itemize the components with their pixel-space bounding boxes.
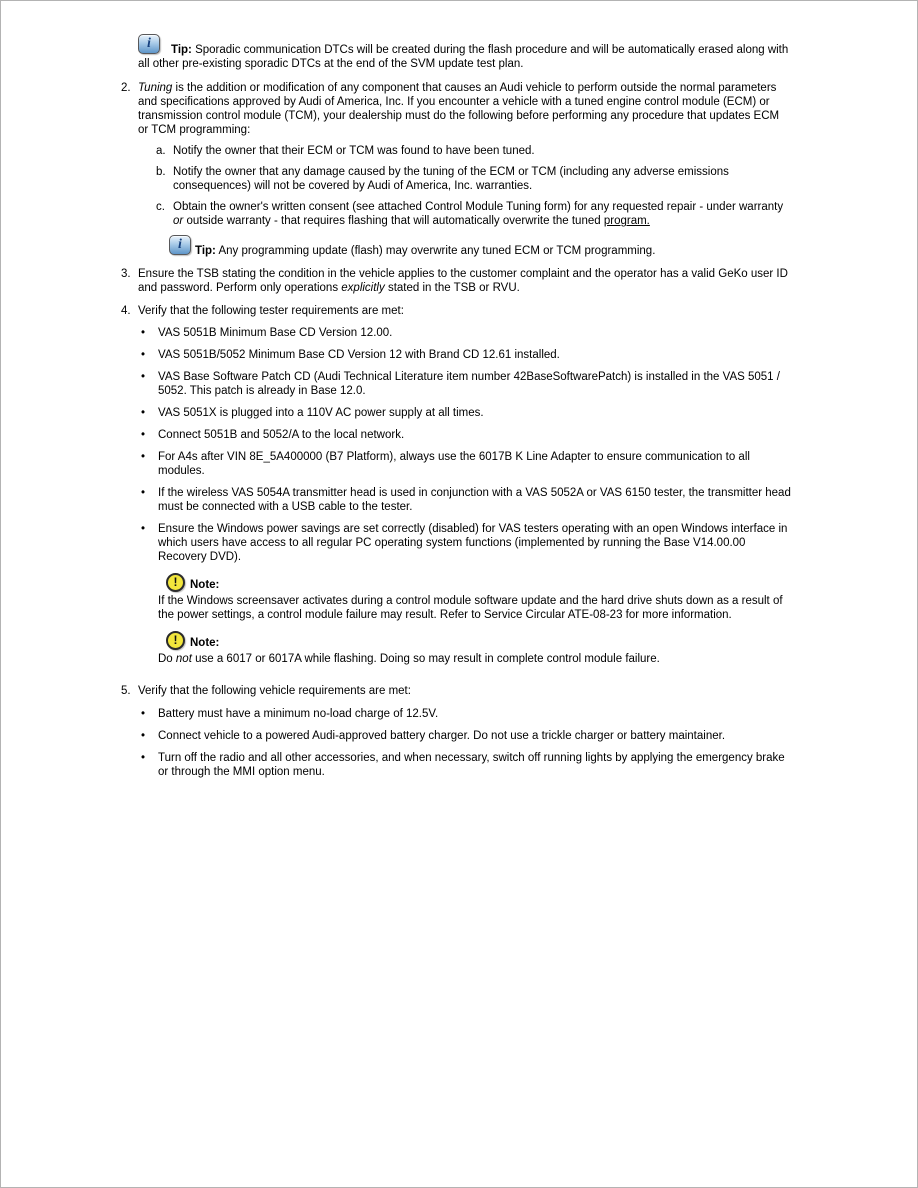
sub-letter: a. xyxy=(156,145,166,158)
tip-text xyxy=(138,43,791,71)
sub-item-a xyxy=(156,144,791,158)
bullet-text: VAS 5051B/5052 Minimum Base CD Version 12 with Brand CD 12.61 installed. xyxy=(158,349,560,362)
note-block-2 xyxy=(158,631,791,666)
sub-c-italic: or xyxy=(173,215,184,228)
bullet-marker xyxy=(141,428,158,442)
item-text: Verify that the following vehicle requirements are met: xyxy=(138,685,411,698)
bullet-marker xyxy=(141,348,158,362)
list-item-4 xyxy=(121,304,791,675)
bullet-item xyxy=(141,428,791,442)
bullet-item xyxy=(141,450,791,478)
bullet-marker xyxy=(141,729,158,743)
bullet-marker xyxy=(141,522,158,564)
bullet-marker xyxy=(141,707,158,721)
tip-body: Sporadic communication DTCs will be created during the flash procedure and will be automatically erased along with all other pre-existing sporadic DTCs at the end of the SVM update test plan. xyxy=(138,44,789,71)
warning-icon: ! xyxy=(166,631,185,650)
info-icon: i xyxy=(169,235,191,255)
bullet-item xyxy=(141,370,791,398)
sub-letter: b. xyxy=(156,166,166,179)
tip-body: Any programming update (flash) may overwrite any tuned ECM or TCM programming. xyxy=(218,245,656,258)
bullet-marker xyxy=(141,450,158,478)
sub-c-text-1: Obtain the owner's written consent (see attached Control Module Tuning form) for any requested repair - under warranty xyxy=(173,201,784,214)
bullet-marker xyxy=(141,406,158,420)
note2-text-2: use a 6017 or 6017A while flashing. Doing so may result in complete control module failure. xyxy=(195,653,660,666)
sub-item-c xyxy=(156,200,791,228)
item3-text-2: stated in the TSB or RVU. xyxy=(387,282,520,295)
bullet-text: Connect 5051B and 5052/A to the local network. xyxy=(158,429,405,442)
tip-block-top xyxy=(138,34,791,71)
tip-block-inline xyxy=(169,235,791,258)
bullet-item xyxy=(141,707,791,721)
item-text xyxy=(138,81,791,137)
item-content xyxy=(138,304,791,675)
item-number: 3. xyxy=(121,268,131,281)
bullet-marker xyxy=(141,751,158,779)
tip-label: Tip: xyxy=(171,44,192,56)
note-label: Note: xyxy=(190,579,220,592)
item3-italic: explicitly xyxy=(341,282,385,295)
note2-text-1: Do xyxy=(158,653,173,666)
bullet-marker xyxy=(141,370,158,398)
sub-text: Notify the owner that their ECM or TCM was found to have been tuned. xyxy=(173,145,535,158)
sub-text: Notify the owner that any damage caused by the tuning of the ECM or TCM (including any adverse emissions consequences) will not be covered by Audi of America, Inc. warranties. xyxy=(173,166,729,193)
item-text: Verify that the following tester requirements are met: xyxy=(138,305,404,318)
note-label: Note: xyxy=(190,637,220,650)
tip-text xyxy=(169,244,791,258)
item2-body: is the addition or modification of any component that causes an Audi vehicle to perform outside the normal parameters and specifications approved by Audi of America, Inc. If you encounter a vehicle with a tuned engine control module (ECM) or transmission control module (TCM), your dealership must do the following before performing any procedure that updates ECM or TCM programming: xyxy=(138,82,780,137)
bullet-text: Battery must have a minimum no-load charge of 12.5V. xyxy=(158,707,439,720)
bullet-text: For A4s after VIN 8E_5A400000 (B7 Platform), always use the 6017B K Line Adapter to ensure communication to all modules. xyxy=(158,451,750,478)
item-content xyxy=(138,81,791,258)
list-item-2 xyxy=(121,81,791,258)
item3-text-1: Ensure the TSB stating the condition in the vehicle applies to the customer complaint and the operator has a valid GeKo user ID and password. Perform only operations xyxy=(138,268,788,295)
bullet-text: VAS Base Software Patch CD (Audi Technical Literature item number 42BaseSoftwarePatch) is installed in the VAS 5051 / 5052. This patch is already in Base 12.0. xyxy=(158,371,780,398)
tip-label: Tip: xyxy=(195,245,216,258)
bullet-marker xyxy=(141,486,158,514)
bullet-text: VAS 5051X is plugged into a 110V AC power supply at all times. xyxy=(158,407,484,420)
note-header xyxy=(166,631,791,650)
sub-item-b xyxy=(156,165,791,193)
bullet-item xyxy=(141,522,791,564)
bullet-item xyxy=(141,326,791,340)
bullet-item xyxy=(141,348,791,362)
sub-letter: c. xyxy=(156,201,165,214)
sub-text xyxy=(173,200,791,228)
item-number: 5. xyxy=(121,685,131,698)
warning-icon: ! xyxy=(166,573,185,592)
note-body: If the Windows screensaver activates during a control module software update and the hard drive shuts down as a result of the power settings, a control module failure may result. Refer to Service Circular ATE-08-23 for more information. xyxy=(158,595,783,622)
bullet-text: VAS 5051B Minimum Base CD Version 12.00. xyxy=(158,327,393,340)
bullet-marker xyxy=(141,326,158,340)
sub-c-underlined: program. xyxy=(603,215,650,228)
note-block-1 xyxy=(158,573,791,622)
item-number: 4. xyxy=(121,305,131,318)
list-item-3 xyxy=(121,267,791,295)
item2-lead-italic: Tuning xyxy=(138,82,173,95)
sub-c-text-2: outside warranty - that requires flashing that will automatically overwrite the tuned xyxy=(186,215,601,228)
bullet-item xyxy=(141,486,791,514)
bullet-text: Ensure the Windows power savings are set correctly (disabled) for VAS testers operating with an open Windows interface in which users have access to all regular PC operating system functions (implemented by running the Base V14.00.00 Recovery DVD). xyxy=(158,523,788,564)
bullet-item xyxy=(141,729,791,743)
item-text xyxy=(138,267,791,295)
note-header xyxy=(166,573,791,592)
item-content xyxy=(138,684,791,786)
item-number: 2. xyxy=(121,82,131,95)
info-icon: i xyxy=(138,34,160,54)
note2-italic: not xyxy=(175,653,192,666)
bullet-text: Turn off the radio and all other accessories, and when necessary, switch off running lights by applying the emergency brake or through the MMI option menu. xyxy=(158,751,785,778)
bullet-item xyxy=(141,751,791,779)
bullet-text: Connect vehicle to a powered Audi-approved battery charger. Do not use a trickle charger or battery maintainer. xyxy=(158,729,726,742)
note-body xyxy=(158,652,791,666)
bullet-text: If the wireless VAS 5054A transmitter head is used in conjunction with a VAS 5052A or VAS 6150 tester, the transmitter head must be connected with a USB cable to the tester. xyxy=(158,487,791,514)
list-item-5 xyxy=(121,684,791,786)
bullet-item xyxy=(141,406,791,420)
